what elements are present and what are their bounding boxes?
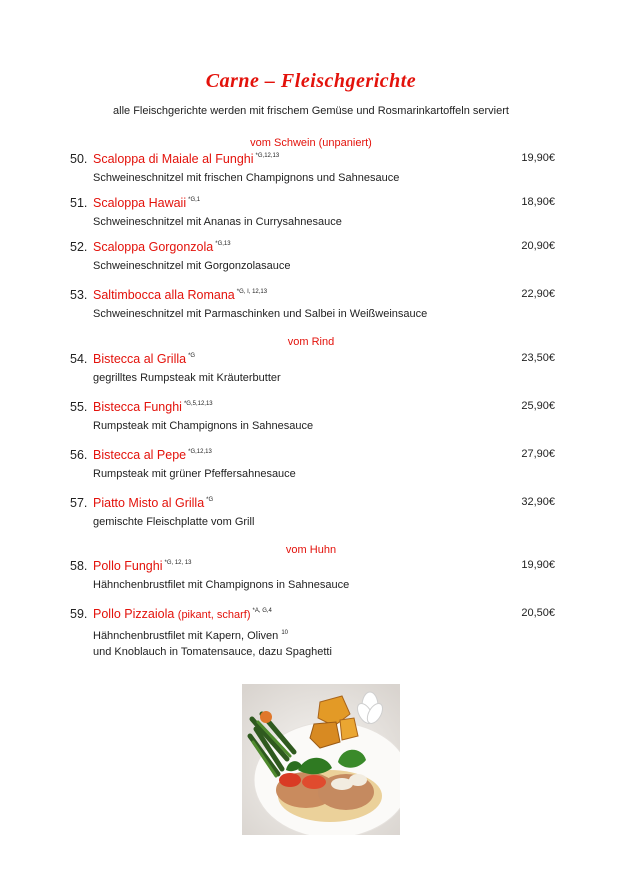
item-number: 59. bbox=[70, 607, 88, 621]
menu-item-54 bbox=[70, 352, 555, 386]
item-spicy-note: (pikant, scharf) bbox=[177, 609, 251, 621]
section-heading-beef: vom Rind bbox=[287, 336, 335, 348]
item-price: 18,90€ bbox=[521, 196, 555, 208]
item-description: Schweineschnitzel mit Parmaschinken und Salbei in Weißweinsauce bbox=[93, 308, 428, 320]
item-description: Rumpsteak mit grüner Pfeffersahnesauce bbox=[93, 468, 296, 480]
desc-allergen-code: 10 bbox=[281, 630, 289, 636]
allergen-codes: *G, 12, 13 bbox=[164, 560, 192, 566]
item-number: 53. bbox=[70, 288, 88, 302]
menu-title: Carne – Fleischgerichte bbox=[205, 70, 417, 92]
item-name: Pollo Funghi $^{*G, 12, 13}$ bbox=[93, 559, 192, 573]
item-description: Schweineschnitzel mit Gorgonzolasauce bbox=[93, 260, 291, 272]
item-description: Hähnchenbrustfilet mit Kapern, Oliven $^{10}$ und Knoblauch in Tomatensauce, dazu Spaghetti bbox=[93, 630, 332, 658]
item-price: 20,50€ bbox=[521, 607, 555, 619]
item-name: Piatto Misto al Grilla $^{*G}$ bbox=[93, 496, 214, 510]
item-number: 54. bbox=[70, 352, 88, 366]
item-number: 56. bbox=[70, 448, 88, 462]
menu-item-57 bbox=[70, 496, 555, 530]
item-price: 22,90€ bbox=[521, 288, 555, 300]
menu-item-58 bbox=[70, 559, 555, 593]
item-name: Bistecca Funghi $^{*G,5,12,13}$ bbox=[93, 400, 213, 414]
allergen-codes: *G,5,12,13 bbox=[183, 401, 213, 407]
item-price: 23,50€ bbox=[521, 352, 555, 364]
item-name: Pollo Pizzaiola (pikant, scharf) $^{*A, G,4}$ bbox=[93, 607, 272, 621]
dish-photo bbox=[242, 684, 400, 835]
menu-item-55 bbox=[70, 400, 555, 434]
item-description: Rumpsteak mit Champignons in Sahnesauce bbox=[93, 420, 314, 432]
menu-item-52 bbox=[70, 240, 555, 274]
section-heading-chicken: vom Huhn bbox=[285, 544, 337, 556]
item-number: 50. bbox=[70, 152, 88, 166]
item-description: Hähnchenbrustfilet mit Champignons in Sahnesauce bbox=[93, 579, 350, 591]
allergen-codes: *G bbox=[188, 353, 196, 359]
menu-item-51 bbox=[70, 196, 555, 230]
menu-subtitle: alle Fleischgerichte werden mit frischem Gemüse und Rosmarinkartoffeln serviert bbox=[113, 105, 509, 117]
section-heading-pork: vom Schwein (unpaniert) bbox=[250, 137, 372, 149]
item-number: 57. bbox=[70, 496, 88, 510]
menu-item-56 bbox=[70, 448, 555, 482]
menu-item-50 bbox=[70, 152, 555, 186]
item-description: gegrilltes Rumpsteak mit Kräuterbutter bbox=[93, 372, 281, 384]
item-description-line2: und Knoblauch in Tomatensauce, dazu Spaghetti bbox=[93, 646, 332, 658]
item-price: 32,90€ bbox=[521, 496, 555, 508]
allergen-codes: *G, I, 12,13 bbox=[236, 289, 268, 295]
allergen-codes: *A, G,4 bbox=[252, 608, 272, 614]
item-number: 55. bbox=[70, 400, 88, 414]
allergen-codes: *G,13 bbox=[215, 241, 231, 247]
item-name: Bistecca al Pepe $^{*G,12,13}$ bbox=[93, 448, 212, 462]
item-description: Schweineschnitzel mit frischen Champignons und Sahnesauce bbox=[93, 172, 400, 184]
item-name: Saltimbocca alla Romana $^{*G, I, 12,13}$ bbox=[93, 288, 268, 302]
menu-item-53 bbox=[70, 288, 555, 322]
allergen-codes: *G,12,13 bbox=[255, 153, 280, 159]
item-price: 25,90€ bbox=[521, 400, 555, 412]
allergen-codes: *G,12,13 bbox=[188, 449, 212, 455]
item-price: 27,90€ bbox=[521, 448, 555, 460]
item-price: 20,90€ bbox=[521, 240, 555, 252]
item-description: gemischte Fleischplatte vom Grill bbox=[93, 516, 255, 528]
item-number: 58. bbox=[70, 559, 88, 573]
item-price: 19,90€ bbox=[521, 152, 555, 164]
item-description: Schweineschnitzel mit Ananas in Currysahnesauce bbox=[93, 216, 342, 228]
allergen-codes: *G bbox=[206, 497, 214, 503]
item-number: 51. bbox=[70, 196, 88, 210]
allergen-codes: *G,1 bbox=[188, 197, 201, 203]
item-price: 19,90€ bbox=[521, 559, 555, 571]
item-number: 52. bbox=[70, 240, 88, 254]
menu-item-59 bbox=[70, 607, 555, 660]
item-name: Bistecca al Grilla $^{*G}$ bbox=[93, 352, 196, 366]
item-name: Scaloppa di Maiale al Funghi $^{*G,12,13}$ bbox=[93, 152, 280, 166]
item-name: Scaloppa Hawaii $^{*G,1}$ bbox=[93, 196, 201, 210]
item-name: Scaloppa Gorgonzola $^{*G,13}$ bbox=[93, 240, 231, 254]
